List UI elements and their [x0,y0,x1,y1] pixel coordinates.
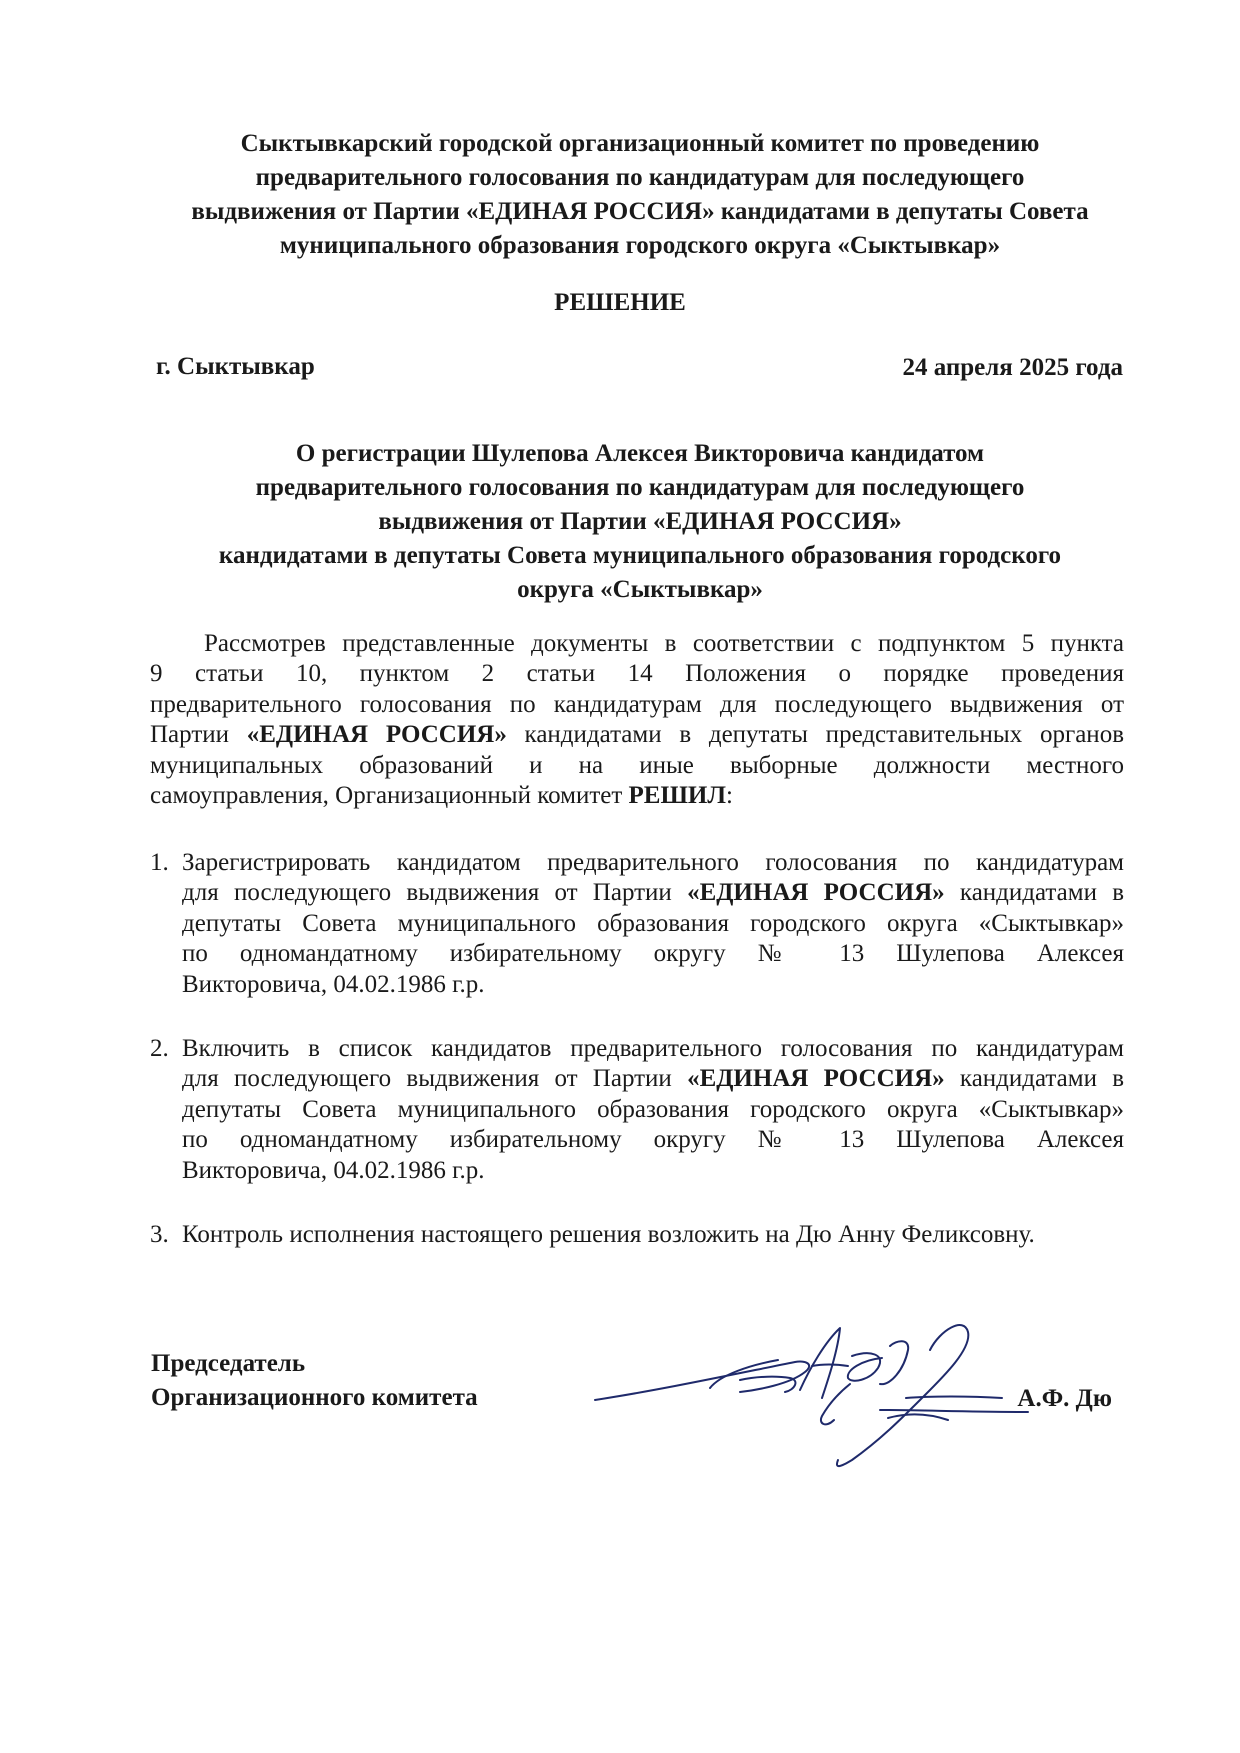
signatory-title-line: Председатель [151,1350,306,1377]
decision-item-2 [150,1034,1124,1186]
organization-header [150,127,1130,263]
subject-line: выдвижения от Партии «ЕДИНАЯ РОССИЯ» [378,508,902,535]
item-number: 2. [150,1035,169,1062]
item-line: по одномандатному избирательному округу № 13 Шулепова Алексея [182,1126,1124,1154]
intro-paragraph [150,629,1124,811]
party-name: «ЕДИНАЯ РОССИЯ» [246,721,507,749]
header-line: муниципального образования городского округа «Сыктывкар» [279,232,1001,259]
handwritten-signature [590,1320,1060,1480]
decision-word: РЕШИЛ [628,782,726,810]
item-line: по одномандатному избирательному округу № 13 Шулепова Алексея [182,940,1124,968]
document-subject [150,437,1130,607]
party-name: «ЕДИНАЯ РОССИЯ» [687,879,945,907]
subject-line: округа «Сыктывкар» [517,576,763,603]
item-number: 1. [150,849,169,876]
intro-line [150,781,1124,811]
subject-line: О регистрации Шулепова Алексея Викторовича кандидатом [295,440,985,467]
item-line: Зарегистрировать кандидатом предварительного голосования по кандидатурам [182,849,1124,876]
document-type: РЕШЕНИЕ [554,289,686,316]
header-line: Сыктывкарский городской организационный комитет по проведению [240,130,1040,157]
intro-line: Рассмотрев представленные документы в соответствии с подпунктом 5 пункта [204,630,1124,657]
document-date: 24 апреля 2025 года [902,354,1123,381]
party-name: «ЕДИНАЯ РОССИЯ» [687,1065,945,1093]
subject-line: предварительного голосования по кандидатурам для последующего [255,474,1025,501]
item-line: депутаты Совета муниципального образования городского округа «Сыктывкар» [182,1095,1124,1123]
item-line [182,1064,1124,1094]
text: Партии [150,721,247,749]
item-line: Включить в список кандидатов предварительного голосования по кандидатурам [182,1035,1124,1062]
intro-line: 9 статьи 10, пунктом 2 статьи 14 Положения о порядке проведения [150,660,1124,688]
text: кандидатами в [944,879,1125,907]
item-line: Викторовича, 04.02.1986 г.р. [182,1156,485,1184]
intro-line: предварительного голосования по кандидатурам для последующего выдвижения от [150,690,1124,718]
header-line: выдвижения от Партии «ЕДИНАЯ РОССИЯ» кандидатами в депутаты Совета [191,198,1089,225]
signatory-title [151,1347,478,1415]
item-line: депутаты Совета муниципального образования городского округа «Сыктывкар» [182,909,1124,937]
signatory-name: А.Ф. Дю [1017,1385,1112,1412]
item-number: 3. [150,1221,169,1248]
text: кандидатами в депутаты представительных органов [506,721,1124,749]
header-line: предварительного голосования по кандидатурам для последующего [255,164,1025,191]
document-place: г. Сыктывкар [156,353,315,380]
text: кандидатами в [944,1065,1125,1093]
decision-item-3 [150,1220,1124,1250]
item-line: Викторовича, 04.02.1986 г.р. [182,970,485,998]
text: для последующего выдвижения от Партии [182,879,688,907]
item-line [182,878,1124,908]
decision-item-1 [150,848,1124,1000]
intro-line: муниципальных образований и на иные выборные должности местного [150,751,1124,779]
signatory-title-line: Организационного комитета [151,1384,478,1411]
text: для последующего выдвижения от Партии [182,1065,688,1093]
text: : [726,782,733,810]
text: самоуправления, Организационный комитет [150,782,629,810]
item-line: Контроль исполнения настоящего решения возложить на Дю Анну Феликсовну. [182,1221,1035,1248]
subject-line: кандидатами в депутаты Совета муниципального образования городского [218,542,1062,569]
intro-line [150,720,1124,750]
